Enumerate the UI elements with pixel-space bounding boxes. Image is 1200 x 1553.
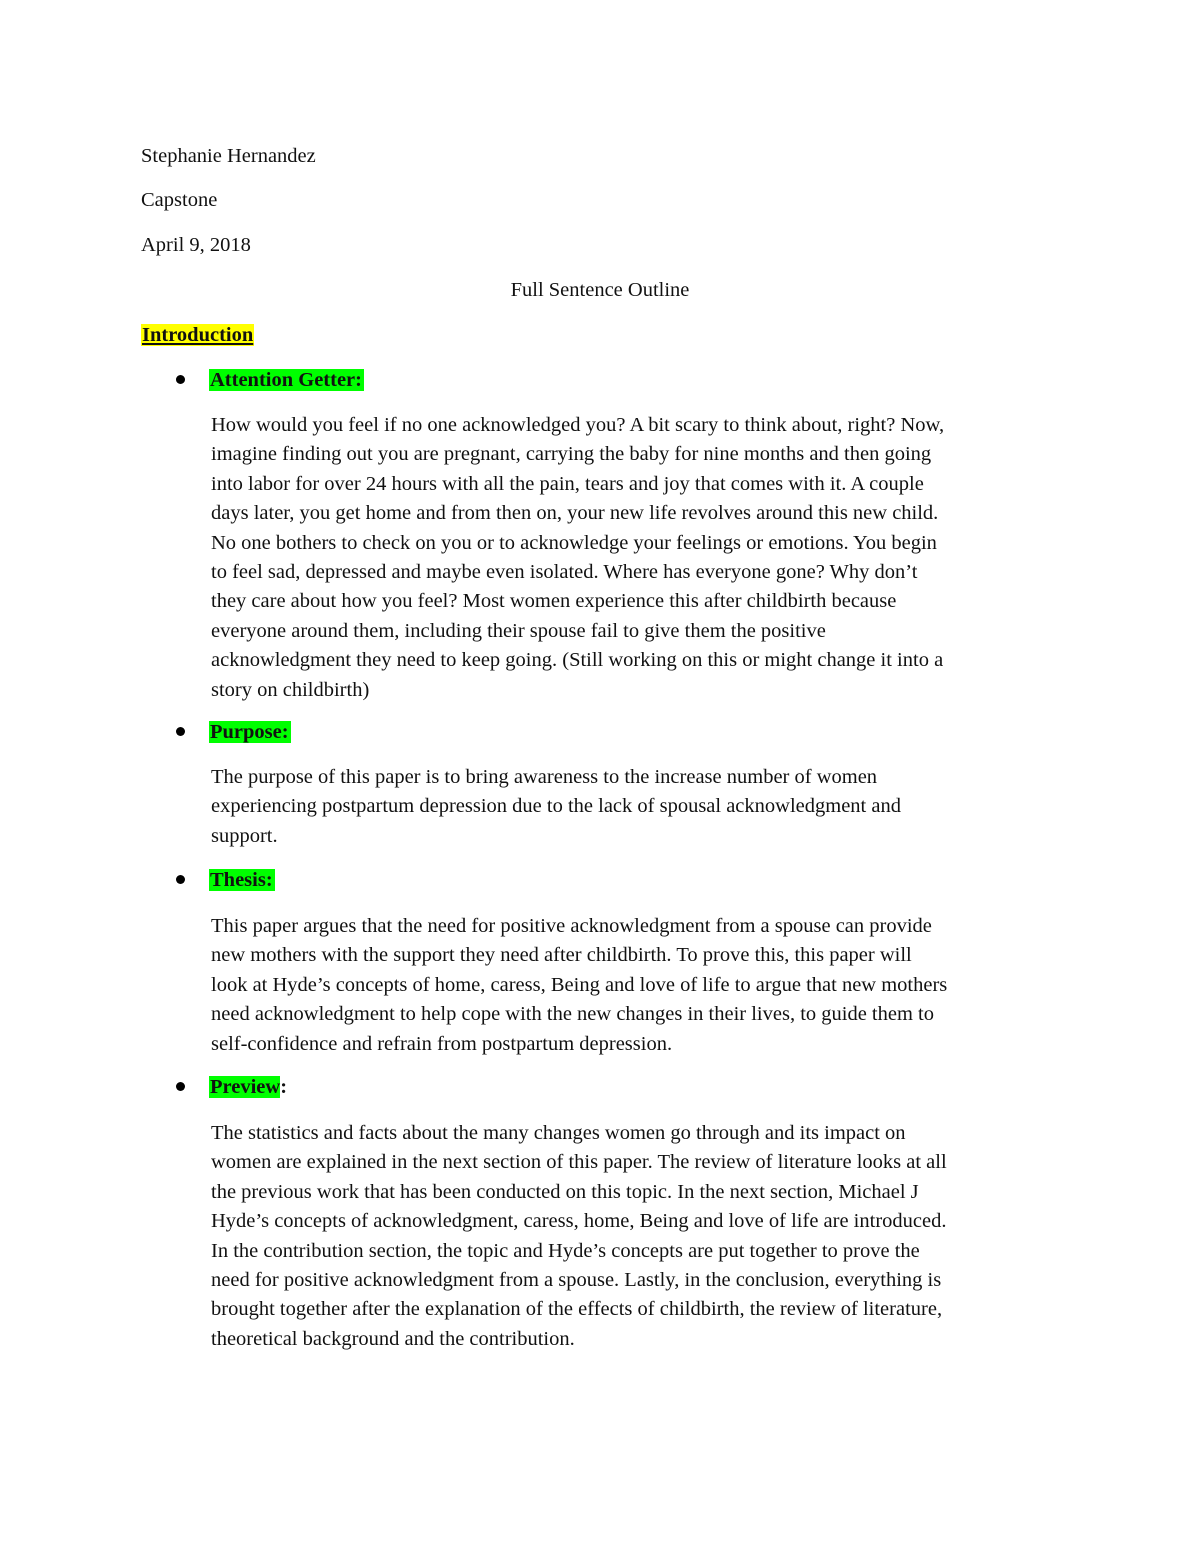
- text-line: new mothers with the support they need after childbirth. To prove this, this paper will: [211, 944, 912, 967]
- text-line: experiencing postpartum depression due to the lack of spousal acknowledgment and: [211, 795, 901, 818]
- text-line: the previous work that has been conducted on this topic. In the next section, Michael J: [211, 1180, 919, 1203]
- text-line: days later, you get home and from then on, your new life revolves around this new child.: [211, 502, 939, 525]
- text-line: they care about how you feel? Most women experience this after childbirth because: [211, 590, 897, 613]
- text-line: need for positive acknowledgment from a spouse. Lastly, in the conclusion, everything is: [211, 1269, 942, 1292]
- text-line: imagine finding out you are pregnant, carrying the baby for nine months and then going: [211, 443, 932, 466]
- text-line: story on childbirth): [211, 678, 370, 701]
- text-line: This paper argues that the need for positive acknowledgment from a spouse can provide: [211, 915, 932, 937]
- outline-item-label: Thesis:: [210, 869, 273, 891]
- text-line: look at Hyde’s concepts of home, caress, Being and love of life to argue that new mothers: [211, 973, 948, 996]
- outline-item-label: Attention Getter:: [210, 369, 362, 391]
- outline-item-preview: [176, 1074, 287, 1100]
- text-line: brought together after the explanation of the effects of childbirth, the review of literature,: [211, 1298, 943, 1321]
- document-title: Full Sentence Outline: [510, 279, 690, 301]
- bullet-icon: [176, 727, 185, 736]
- text-line: theoretical background and the contribution.: [211, 1327, 575, 1350]
- outline-item-body-thesis: [211, 912, 1061, 1059]
- text-line: The statistics and facts about the many changes women go through and its impact on: [211, 1122, 906, 1144]
- document-date: April 9, 2018: [141, 234, 251, 256]
- section-heading-text: Introduction: [142, 324, 254, 346]
- text-line: Hyde’s concepts of acknowledgment, caress, home, Being and love of life are introduced.: [211, 1210, 947, 1233]
- text-line: need acknowledgment to help cope with the new changes in their lives, to guide them to: [211, 1003, 934, 1026]
- bullet-icon: [176, 375, 185, 384]
- bullet-icon: [176, 1082, 185, 1091]
- outline-item-attention-getter: [176, 367, 364, 393]
- outline-item-thesis: [176, 867, 275, 893]
- outline-item-body-attention-getter: [211, 411, 1061, 705]
- text-line: women are explained in the next section of this paper. The review of literature looks at all: [211, 1151, 947, 1174]
- text-line: everyone around them, including their spouse fail to give them the positive: [211, 619, 826, 642]
- text-line: to feel sad, depressed and maybe even isolated. Where has everyone gone? Why don’t: [211, 561, 918, 584]
- outline-item-label: Preview: [210, 1076, 281, 1098]
- author-name: Stephanie Hernandez: [141, 145, 316, 167]
- section-heading-introduction: [141, 322, 254, 348]
- outline-item-label-suffix: :: [280, 1076, 288, 1098]
- outline-item-label: Purpose:: [210, 721, 289, 743]
- text-line: The purpose of this paper is to bring awareness to the increase number of women: [211, 766, 878, 788]
- outline-item-purpose: [176, 719, 291, 745]
- text-line: acknowledgment they need to keep going. (Still working on this or might change it into a: [211, 649, 944, 672]
- outline-item-body-purpose: [211, 763, 1061, 851]
- text-line: In the contribution section, the topic and Hyde’s concepts are put together to prove the: [211, 1239, 920, 1262]
- outline-item-body-preview: [211, 1119, 1061, 1354]
- text-line: into labor for over 24 hours with all the pain, tears and joy that comes with it. A couple: [211, 472, 924, 495]
- text-line: No one bothers to check on you or to acknowledge your feelings or emotions. You begin: [211, 531, 937, 554]
- text-line: How would you feel if no one acknowledged you? A bit scary to think about, right? Now,: [211, 414, 945, 436]
- text-line: support.: [211, 824, 278, 847]
- bullet-icon: [176, 875, 185, 884]
- course-name: Capstone: [141, 189, 218, 211]
- text-line: self-confidence and refrain from postpartum depression.: [211, 1032, 673, 1055]
